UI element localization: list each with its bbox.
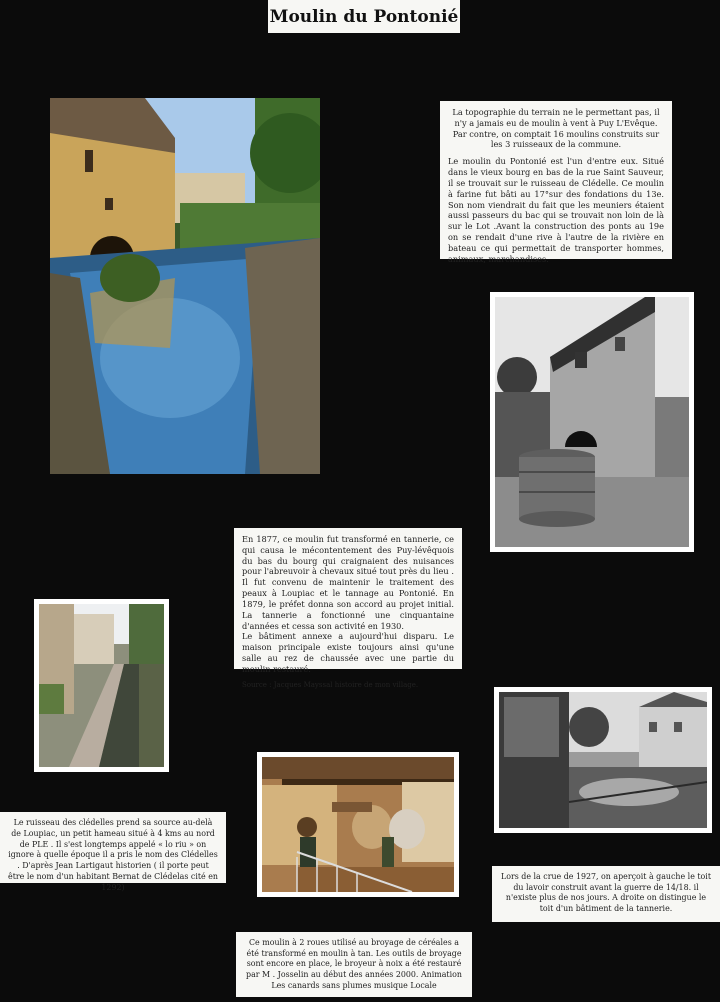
flood-text-card xyxy=(492,866,720,922)
stream-alley-photo xyxy=(34,599,169,772)
mill-interior-photo xyxy=(257,752,459,897)
history-text-card xyxy=(234,528,462,689)
stream-text: Le ruisseau des clédelles prend sa source au-delà de Loupiac, un petit hameau situé à 4 kms au nord de PLE . Il s'est longtemps appelé « lo riu » on ignore à quelle époque il a pris le nom des Clédelles . D'après Jean Lartigaut historien ( il porte peut être le nom d'un habitant Bernat de Clédelas cité en 1292) xyxy=(8,818,218,892)
mill-text: Ce moulin à 2 roues utilisé au broyage de céréales a été transformé en moulin à tan. Les outils de broyage sont encore en place, le broyeur à noix a été restauré par M . Josselin au début des années 2000. Animation Les canards sans plumes musique Locale xyxy=(246,938,462,990)
history-paragraph-2: Le bâtiment annexe a aujourd'hui disparu. Le maison principale existe toujours ainsi qu'une salle au rez de chaussée avec une partie du moulin restauré. xyxy=(242,631,454,674)
mill-text-card xyxy=(236,932,472,997)
intro-text-card xyxy=(440,101,672,264)
mill-water-photo xyxy=(50,98,320,474)
intro-paragraph-1: La topographie du terrain ne le permettant pas, il n'y a jamais eu de moulin à vent à Puy L'Evêque. Par contre, on comptait 16 moulins construits sur les 3 ruisseaux de la commune. xyxy=(452,107,660,150)
intro-paragraph-2: Le moulin du Pontonié est l'un d'entre eux. Situé dans le vieux bourg en bas de la rue Saint Sauveur, il se trouvait sur le ruisseau de Clédelle. Ce moulin à farine fut bâti au 17°sur des fondations du 13e. Son nom viendrait du fait que les meuniers étaient aussi passeurs du bac qui se trouvait non loin de là sur le Lot .Avant la construction des ponts au 19e on se rendait d'une rive à l'autre de la rivière en bateau ce qui permettait de transporter hommes, animaux, marchandises. xyxy=(448,156,664,264)
history-paragraph-1: En 1877, ce moulin fut transformé en tannerie, ce qui causa le mécontentement des Puy-lévêquois du bas du bourg qui craignaient des nuisances pour l'abreuvoir à chevaux situé tout près du lieu . Il fut convenu de maintenir le traitement des peaux à Loupiac et le tannage au Pontonié. En 1879, le préfet donna son accord au projet initial. La tannerie a fonctionné une cinquantaine d'années et cessa son activité en 1930. xyxy=(242,534,454,631)
page-title: Moulin du Pontonié xyxy=(268,0,460,33)
stream-text-card xyxy=(0,812,226,892)
history-source: Source : Jacques Mayssal histoire de mon village. xyxy=(242,680,419,689)
flood-text: Lors de la crue de 1927, on aperçoit à gauche le toit du lavoir construit avant la guerre de 14/18. il n'existe plus de nos jours. A droite on distingue le toit d'un bâtiment de la tannerie. xyxy=(500,872,712,914)
flood-1927-photo xyxy=(494,687,712,833)
tower-well-bw-photo xyxy=(490,292,694,552)
